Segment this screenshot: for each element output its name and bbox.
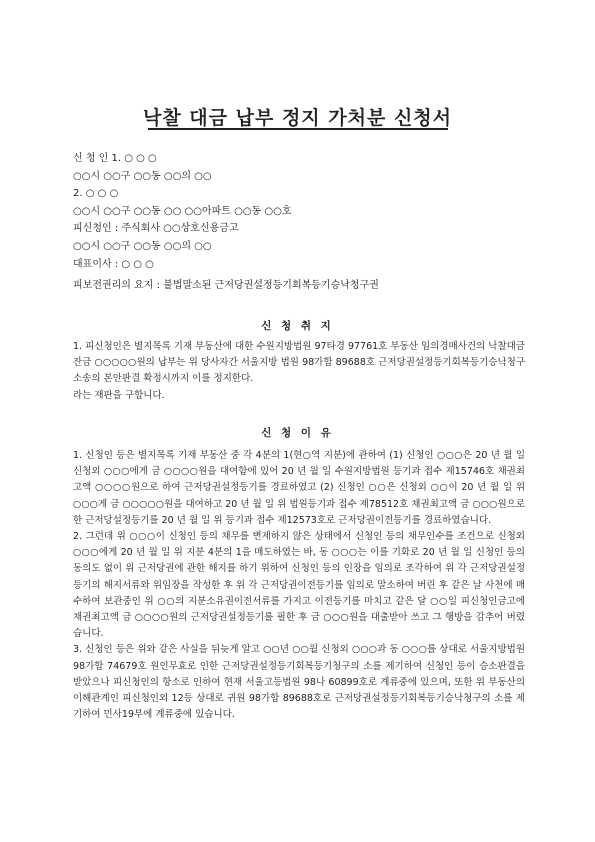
reason-section <box>73 448 525 723</box>
reason-paragraph-1: 1. 신청인 등은 별지목록 기재 부동산 중 각 4분의 1(현○역 지분)에 관하여 (1) 신청인 ○○○은 20 년 월 일 신청외 ○○○에게 금 ○○○○원을 대여함에 있어 20 년 월 일 수원지방법원 등기과 접수 제15746호 채권최고액 ○○○○원으로 하여 근저당권설정등기를 경료하였고 (2) 신청인 ○○은 신청외 ○○이 20 년 월 일 위 ○○○게 금 ○○○○○원을 대여하고 20 년 월 일 위 법원등기과 접수 제78512호 채권최고액 금 ○○○원으로 한 근저당설정등기를 20 년 월 일 위 등기과 접수 제12573호로 근저당권이전등기를 경료하였습니다. <box>73 450 525 526</box>
respondent-address: ○○시 ○○구 ○○동 ○○의 ○○ <box>73 240 212 252</box>
reason-heading: 신 청 이 유 <box>261 427 334 439</box>
party-block <box>73 150 292 273</box>
applicant-1-address: ○○시 ○○구 ○○동 ○○의 ○○ <box>73 170 212 182</box>
purpose-closing: 라는 재판을 구합니다. <box>73 389 165 401</box>
purpose-text: 1. 피신청인은 별지목록 기재 부동산에 대한 수원지방법원 97타경 97761호 부동산 임의경매사건의 낙찰대금 잔금 ○○○○○원의 납부는 위 당사자간 서울지방 법원 98가합 89688호 근저당권설정등기회복등기승낙청구 소송의 본안판결 확정시까지 이를 정지한다. <box>73 341 525 385</box>
applicant-2-line: 2. ○ ○ ○ <box>73 188 119 200</box>
respondent-line: 피신청인 : 주식회사 ○○상호신용금고 <box>73 223 239 235</box>
document-title: 낙찰 대금 납부 정지 가처분 신청서 <box>142 107 453 129</box>
reason-paragraph-3: 3. 신청인 등은 위와 같은 사실을 뒤늦게 알고 ○○년 ○○월 신청외 ○○○과 동 ○○○를 상대로 서울지방법원 98가합 74679호 원인무효로 인한 근저당권설정등기회복등기청구의 소를 제기하여 신청인 등이 승소판결을 받았으나 피신청인의 항소로 인하여 현재 서울고등법원 98나 60899호로 계류중에 있으며, 또한 위 부동산의 이해관계인 피신청인외 12등 상대로 귀원 98가합 89688호로 근저당권설정등기회복등기승낙청구의 소를 제기하여 민사19부에 계류중에 있습니다. <box>73 644 525 721</box>
applicant-1-line: 신 청 인 1. ○ ○ ○ <box>73 153 157 164</box>
applicant-2-address: ○○시 ○○구 ○○동 ○○ ○○아파트 ○○동 ○○호 <box>73 205 292 217</box>
reason-paragraph-2: 2. 그런데 위 ○○○이 신청인 등의 채무를 변제하지 않은 상태에서 신청인 등의 채무인수를 조건으로 신청외 ○○○에게 20 년 월 일 위 지분 4분의 1을 매도하였는 바, 동 ○○○는 이를 기화로 20 년 월 일 신청인 등의 동의도 없이 위 근저당권에 관한 해지를 하기 위하여 신청인 등의 인장을 임의로 조각하여 위 각 근저당권설정등기의 해지서류와 위임장을 작성한 후 위 각 근저당권이전등기를 임의로 말소하여 버린 후 같은 날 사천에 매수하여 보관중인 위 ○○의 지분소유권이전서류를 가지고 이전등기를 마치고 같은 달 ○○일 피신청인금고에 채권최고액 금 ○○○○원의 근저당권설정등기를 필한 후 금 ○○○원을 대출받아 쓰고 그 행방을 감추어 버렸습니다. <box>73 531 525 640</box>
purpose-heading: 신 청 취 지 <box>261 320 334 332</box>
title-underline <box>148 128 448 130</box>
protected-right-summary: 피보전권리의 요지 : 불법말소된 근저당권설정등기회복등기승낙청구권 <box>73 280 379 291</box>
representative-line: 대표이사 : ○ ○ ○ <box>73 258 154 270</box>
purpose-section <box>73 339 525 404</box>
